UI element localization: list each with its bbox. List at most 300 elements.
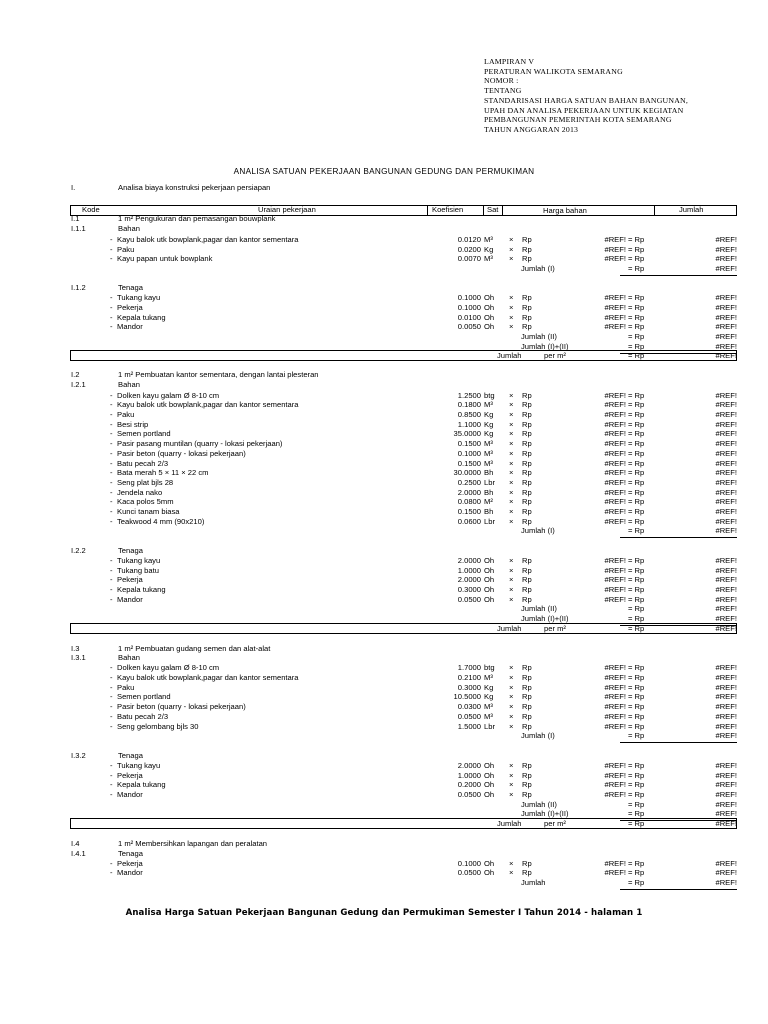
subtotal-value: #REF! bbox=[715, 731, 737, 740]
equals-rp-label: = Rp bbox=[628, 859, 645, 868]
amount-value: #REF! bbox=[715, 790, 737, 799]
group-label: Tenaga bbox=[118, 751, 143, 760]
item-description: Mandor bbox=[117, 595, 143, 604]
subtotal-rule bbox=[620, 275, 737, 276]
equals-rp-label: = Rp bbox=[628, 488, 645, 497]
bullet-dash: - bbox=[110, 859, 113, 868]
unit-value: Kg bbox=[484, 683, 494, 692]
multiply-sign: × bbox=[509, 780, 514, 789]
unit-value: M³ bbox=[484, 449, 493, 458]
amount-value: #REF! bbox=[715, 771, 737, 780]
equals-rp-label: = Rp bbox=[628, 235, 645, 244]
subtotal-label: Jumlah (I)+(II) bbox=[521, 342, 569, 351]
item-description: Mandor bbox=[117, 868, 143, 877]
bullet-dash: - bbox=[110, 254, 113, 263]
equals-rp-label: = Rp bbox=[628, 264, 645, 273]
currency-label: Rp bbox=[522, 673, 532, 682]
coefficient-value: 0.8500 bbox=[457, 410, 481, 419]
multiply-sign: × bbox=[509, 235, 514, 244]
equals-rp-label: = Rp bbox=[628, 878, 645, 887]
price-value: #REF! bbox=[604, 478, 626, 487]
subtotal-label: Jumlah (I)+(II) bbox=[521, 614, 569, 623]
unit-value: Oh bbox=[484, 868, 495, 877]
coefficient-value: 1.5000 bbox=[457, 722, 481, 731]
unit-value: Oh bbox=[484, 761, 495, 770]
price-value: #REF! bbox=[604, 429, 626, 438]
coefficient-value: 0.0300 bbox=[457, 702, 481, 711]
unit-value: M³ bbox=[484, 702, 493, 711]
amount-value: #REF! bbox=[715, 391, 737, 400]
currency-label: Rp bbox=[522, 566, 532, 575]
subtotal-value: #REF! bbox=[715, 809, 737, 818]
unit-value: Oh bbox=[484, 790, 495, 799]
subtotal-label: Jumlah (I) bbox=[521, 731, 555, 740]
multiply-sign: × bbox=[509, 683, 514, 692]
group-label: Bahan bbox=[118, 380, 140, 389]
multiply-sign: × bbox=[509, 761, 514, 770]
bullet-dash: - bbox=[110, 322, 113, 331]
item-title: 1 m² Pembuatan gudang semen dan alat-alat bbox=[118, 644, 271, 653]
currency-label: Rp bbox=[522, 303, 532, 312]
total-label: Jumlah bbox=[497, 624, 522, 633]
column-sat: Sat bbox=[487, 205, 499, 214]
bullet-dash: - bbox=[110, 449, 113, 458]
currency-label: Rp bbox=[522, 313, 532, 322]
currency-label: Rp bbox=[522, 420, 532, 429]
bullet-dash: - bbox=[110, 595, 113, 604]
subtotal-value: #REF! bbox=[715, 526, 737, 535]
equals-rp-label: = Rp bbox=[628, 790, 645, 799]
equals-rp-label: = Rp bbox=[628, 819, 645, 828]
equals-rp-label: = Rp bbox=[628, 517, 645, 526]
price-value: #REF! bbox=[604, 293, 626, 302]
currency-label: Rp bbox=[522, 429, 532, 438]
total-unit: per m² bbox=[544, 624, 566, 633]
price-value: #REF! bbox=[604, 683, 626, 692]
equals-rp-label: = Rp bbox=[628, 575, 645, 584]
currency-label: Rp bbox=[522, 790, 532, 799]
bullet-dash: - bbox=[110, 673, 113, 682]
equals-rp-label: = Rp bbox=[628, 556, 645, 565]
coefficient-value: 1.7000 bbox=[457, 663, 481, 672]
item-description: Pasir pasang muntilan (quarry - lokasi pekerjaan) bbox=[117, 439, 283, 448]
section-number: I. bbox=[71, 183, 76, 192]
item-description: Bata merah 5 × 11 × 22 cm bbox=[117, 468, 209, 477]
subitem-code: I.2.2 bbox=[71, 546, 86, 555]
equals-rp-label: = Rp bbox=[628, 800, 645, 809]
price-value: #REF! bbox=[604, 517, 626, 526]
multiply-sign: × bbox=[509, 449, 514, 458]
header-line: LAMPIRAN V bbox=[484, 57, 535, 66]
currency-label: Rp bbox=[522, 245, 532, 254]
bullet-dash: - bbox=[110, 780, 113, 789]
multiply-sign: × bbox=[509, 556, 514, 565]
item-description: Jendela nako bbox=[117, 488, 163, 497]
header-line: STANDARISASI HARGA SATUAN BAHAN BANGUNAN, bbox=[484, 95, 689, 105]
subtotal-label: Jumlah (I) bbox=[521, 264, 555, 273]
item-description: Kunci tanam biasa bbox=[117, 507, 180, 516]
subtotal-label: Jumlah (II) bbox=[521, 800, 557, 809]
multiply-sign: × bbox=[509, 400, 514, 409]
bullet-dash: - bbox=[110, 556, 113, 565]
item-description: Mandor bbox=[117, 322, 143, 331]
equals-rp-label: = Rp bbox=[628, 692, 645, 701]
subitem-code: I.3.1 bbox=[71, 653, 86, 662]
item-description: Dolken kayu galam Ø 8-10 cm bbox=[117, 663, 220, 672]
amount-value: #REF! bbox=[715, 429, 737, 438]
bullet-dash: - bbox=[110, 761, 113, 770]
amount-value: #REF! bbox=[715, 663, 737, 672]
coefficient-value: 0.3000 bbox=[457, 683, 481, 692]
item-description: Seng plat bjls 28 bbox=[117, 478, 174, 487]
unit-value: Oh bbox=[484, 293, 495, 302]
price-value: #REF! bbox=[604, 497, 626, 506]
subitem-code: I.2.1 bbox=[71, 380, 86, 389]
amount-value: #REF! bbox=[715, 400, 737, 409]
equals-rp-label: = Rp bbox=[628, 673, 645, 682]
coefficient-value: 0.2100 bbox=[457, 673, 481, 682]
currency-label: Rp bbox=[522, 439, 532, 448]
header-line: PERATURAN WALIKOTA SEMARANG bbox=[484, 66, 623, 76]
column-koefisien: Koefisien bbox=[432, 205, 464, 214]
multiply-sign: × bbox=[509, 478, 514, 487]
multiply-sign: × bbox=[509, 507, 514, 516]
item-description: Tukang kayu bbox=[117, 293, 161, 302]
bullet-dash: - bbox=[110, 439, 113, 448]
bullet-dash: - bbox=[110, 585, 113, 594]
item-description: Kepala tukang bbox=[117, 585, 166, 594]
equals-rp-label: = Rp bbox=[628, 595, 645, 604]
price-value: #REF! bbox=[604, 761, 626, 770]
coefficient-value: 0.0500 bbox=[457, 790, 481, 799]
bullet-dash: - bbox=[110, 702, 113, 711]
coefficient-value: 0.1500 bbox=[457, 459, 481, 468]
bullet-dash: - bbox=[110, 507, 113, 516]
coefficient-value: 0.0120 bbox=[457, 235, 481, 244]
subtotal-value: #REF! bbox=[715, 264, 737, 273]
item-description: Teakwood 4 mm (90x210) bbox=[117, 517, 205, 526]
item-code: I.4 bbox=[71, 839, 80, 848]
currency-label: Rp bbox=[522, 692, 532, 701]
coefficient-value: 0.1000 bbox=[457, 859, 481, 868]
unit-value: M³ bbox=[484, 439, 493, 448]
equals-rp-label: = Rp bbox=[628, 507, 645, 516]
item-description: Pekerja bbox=[117, 771, 143, 780]
multiply-sign: × bbox=[509, 712, 514, 721]
coefficient-value: 0.0500 bbox=[457, 712, 481, 721]
currency-label: Rp bbox=[522, 595, 532, 604]
coefficient-value: 35.0000 bbox=[453, 429, 481, 438]
equals-rp-label: = Rp bbox=[628, 702, 645, 711]
bullet-dash: - bbox=[110, 790, 113, 799]
currency-label: Rp bbox=[522, 459, 532, 468]
equals-rp-label: = Rp bbox=[628, 313, 645, 322]
multiply-sign: × bbox=[509, 692, 514, 701]
bullet-dash: - bbox=[110, 771, 113, 780]
unit-value: Oh bbox=[484, 595, 495, 604]
currency-label: Rp bbox=[522, 702, 532, 711]
currency-label: Rp bbox=[522, 293, 532, 302]
equals-rp-label: = Rp bbox=[628, 410, 645, 419]
unit-value: Lbr bbox=[484, 722, 495, 731]
coefficient-value: 1.1000 bbox=[457, 420, 481, 429]
currency-label: Rp bbox=[522, 712, 532, 721]
subitem-code: I.1.1 bbox=[71, 224, 86, 233]
unit-value: M³ bbox=[484, 254, 493, 263]
amount-value: #REF! bbox=[715, 780, 737, 789]
coefficient-value: 0.0500 bbox=[457, 595, 481, 604]
equals-rp-label: = Rp bbox=[628, 439, 645, 448]
amount-value: #REF! bbox=[715, 517, 737, 526]
bullet-dash: - bbox=[110, 566, 113, 575]
price-value: #REF! bbox=[604, 322, 626, 331]
equals-rp-label: = Rp bbox=[628, 663, 645, 672]
item-description: Kayu balok utk bowplank,pagar dan kantor sementara bbox=[117, 235, 299, 244]
equals-rp-label: = Rp bbox=[628, 400, 645, 409]
bullet-dash: - bbox=[110, 410, 113, 419]
price-value: #REF! bbox=[604, 859, 626, 868]
unit-value: Oh bbox=[484, 575, 495, 584]
bullet-dash: - bbox=[110, 712, 113, 721]
price-value: #REF! bbox=[604, 566, 626, 575]
group-label: Tenaga bbox=[118, 546, 143, 555]
unit-value: Oh bbox=[484, 322, 495, 331]
coefficient-value: 0.0050 bbox=[457, 322, 481, 331]
multiply-sign: × bbox=[509, 254, 514, 263]
subtotal-label: Jumlah (II) bbox=[521, 604, 557, 613]
amount-value: #REF! bbox=[715, 410, 737, 419]
equals-rp-label: = Rp bbox=[628, 497, 645, 506]
price-value: #REF! bbox=[604, 722, 626, 731]
multiply-sign: × bbox=[509, 771, 514, 780]
equals-rp-label: = Rp bbox=[628, 771, 645, 780]
unit-value: Oh bbox=[484, 585, 495, 594]
equals-rp-label: = Rp bbox=[628, 731, 645, 740]
item-description: Batu pecah 2/3 bbox=[117, 712, 169, 721]
total-value: #REF! bbox=[715, 624, 737, 633]
amount-value: #REF! bbox=[715, 595, 737, 604]
equals-rp-label: = Rp bbox=[628, 429, 645, 438]
amount-value: #REF! bbox=[715, 566, 737, 575]
price-value: #REF! bbox=[604, 585, 626, 594]
total-value: #REF! bbox=[715, 819, 737, 828]
coefficient-value: 0.2000 bbox=[457, 780, 481, 789]
item-description: Pekerja bbox=[117, 859, 143, 868]
price-value: #REF! bbox=[604, 468, 626, 477]
bullet-dash: - bbox=[110, 468, 113, 477]
coefficient-value: 0.3000 bbox=[457, 585, 481, 594]
price-value: #REF! bbox=[604, 780, 626, 789]
multiply-sign: × bbox=[509, 868, 514, 877]
amount-value: #REF! bbox=[715, 313, 737, 322]
item-description: Pasir beton (quarry - lokasi pekerjaan) bbox=[117, 702, 246, 711]
price-value: #REF! bbox=[604, 790, 626, 799]
unit-value: Kg bbox=[484, 245, 494, 254]
equals-rp-label: = Rp bbox=[628, 459, 645, 468]
price-value: #REF! bbox=[604, 400, 626, 409]
subtotal-value: #REF! bbox=[715, 604, 737, 613]
equals-rp-label: = Rp bbox=[628, 303, 645, 312]
item-title: 1 m² Pengukuran dan pemasangan bouwplank bbox=[118, 214, 276, 223]
page-footer: Analisa Harga Satuan Pekerjaan Bangunan Gedung dan Permukiman Semester I Tahun 2014 - halaman 1 bbox=[125, 908, 643, 918]
subitem-code: I.1.2 bbox=[71, 283, 86, 292]
unit-value: M³ bbox=[484, 459, 493, 468]
coefficient-value: 1.0000 bbox=[457, 771, 481, 780]
subtotal-value: #REF! bbox=[715, 332, 737, 341]
bullet-dash: - bbox=[110, 683, 113, 692]
coefficient-value: 0.1800 bbox=[457, 400, 481, 409]
equals-rp-label: = Rp bbox=[628, 342, 645, 351]
multiply-sign: × bbox=[509, 293, 514, 302]
subtotal-rule bbox=[620, 742, 737, 743]
item-title: 1 m² Pembuatan kantor sementara, dengan lantai plesteran bbox=[118, 370, 319, 379]
amount-value: #REF! bbox=[715, 859, 737, 868]
amount-value: #REF! bbox=[715, 322, 737, 331]
unit-value: M² bbox=[484, 497, 493, 506]
multiply-sign: × bbox=[509, 468, 514, 477]
column-uraian: Uraian pekerjaan bbox=[258, 205, 316, 214]
price-value: #REF! bbox=[604, 712, 626, 721]
currency-label: Rp bbox=[522, 663, 532, 672]
currency-label: Rp bbox=[522, 517, 532, 526]
multiply-sign: × bbox=[509, 585, 514, 594]
price-value: #REF! bbox=[604, 449, 626, 458]
multiply-sign: × bbox=[509, 420, 514, 429]
currency-label: Rp bbox=[522, 391, 532, 400]
unit-value: Lbr bbox=[484, 517, 495, 526]
amount-value: #REF! bbox=[715, 303, 737, 312]
equals-rp-label: = Rp bbox=[628, 254, 645, 263]
amount-value: #REF! bbox=[715, 254, 737, 263]
unit-value: btg bbox=[484, 391, 495, 400]
currency-label: Rp bbox=[522, 478, 532, 487]
item-description: Pekerja bbox=[117, 303, 143, 312]
price-value: #REF! bbox=[604, 771, 626, 780]
unit-value: Bh bbox=[484, 468, 494, 477]
price-value: #REF! bbox=[604, 702, 626, 711]
amount-value: #REF! bbox=[715, 449, 737, 458]
item-description: Semen portland bbox=[117, 692, 171, 701]
currency-label: Rp bbox=[522, 585, 532, 594]
equals-rp-label: = Rp bbox=[628, 351, 645, 360]
equals-rp-label: = Rp bbox=[628, 809, 645, 818]
coefficient-value: 0.0200 bbox=[457, 245, 481, 254]
subtotal-label: Jumlah (I) bbox=[521, 526, 555, 535]
item-description: Pekerja bbox=[117, 575, 143, 584]
total-value: #REF! bbox=[715, 351, 737, 360]
equals-rp-label: = Rp bbox=[628, 420, 645, 429]
currency-label: Rp bbox=[522, 322, 532, 331]
header-line: TENTANG bbox=[484, 86, 522, 96]
item-description: Tukang kayu bbox=[117, 761, 161, 770]
item-code: I.3 bbox=[71, 644, 80, 653]
price-value: #REF! bbox=[604, 235, 626, 244]
item-description: Paku bbox=[117, 410, 135, 419]
subtotal-label: Jumlah (II) bbox=[521, 332, 557, 341]
equals-rp-label: = Rp bbox=[628, 683, 645, 692]
equals-rp-label: = Rp bbox=[628, 624, 645, 633]
document-title: ANALISA SATUAN PEKERJAAN BANGUNAN GEDUNG DAN PERMUKIMAN bbox=[233, 167, 535, 176]
unit-value: Lbr bbox=[484, 478, 495, 487]
price-value: #REF! bbox=[604, 313, 626, 322]
bullet-dash: - bbox=[110, 293, 113, 302]
amount-value: #REF! bbox=[715, 761, 737, 770]
bullet-dash: - bbox=[110, 722, 113, 731]
equals-rp-label: = Rp bbox=[628, 780, 645, 789]
equals-rp-label: = Rp bbox=[628, 585, 645, 594]
amount-value: #REF! bbox=[715, 575, 737, 584]
total-label: Jumlah bbox=[497, 819, 522, 828]
group-label: Bahan bbox=[118, 224, 140, 233]
unit-value: Oh bbox=[484, 780, 495, 789]
price-value: #REF! bbox=[604, 254, 626, 263]
unit-value: M³ bbox=[484, 400, 493, 409]
total-unit: per m² bbox=[544, 351, 566, 360]
price-value: #REF! bbox=[604, 673, 626, 682]
item-description: Semen portland bbox=[117, 429, 171, 438]
subitem-code: I.3.2 bbox=[71, 751, 86, 760]
bullet-dash: - bbox=[110, 497, 113, 506]
equals-rp-label: = Rp bbox=[628, 566, 645, 575]
item-description: Besi strip bbox=[117, 420, 149, 429]
item-description: Kayu balok utk bowplank,pagar dan kantor sementara bbox=[117, 400, 299, 409]
price-value: #REF! bbox=[604, 391, 626, 400]
item-description: Kepala tukang bbox=[117, 780, 166, 789]
unit-value: btg bbox=[484, 663, 495, 672]
equals-rp-label: = Rp bbox=[628, 712, 645, 721]
subtotal-value: #REF! bbox=[715, 800, 737, 809]
coefficient-value: 1.0000 bbox=[457, 566, 481, 575]
equals-rp-label: = Rp bbox=[628, 604, 645, 613]
total-label: Jumlah bbox=[497, 351, 522, 360]
currency-label: Rp bbox=[522, 761, 532, 770]
currency-label: Rp bbox=[522, 859, 532, 868]
multiply-sign: × bbox=[509, 459, 514, 468]
multiply-sign: × bbox=[509, 429, 514, 438]
amount-value: #REF! bbox=[715, 702, 737, 711]
currency-label: Rp bbox=[522, 780, 532, 789]
coefficient-value: 1.2500 bbox=[457, 391, 481, 400]
item-description: Tukang batu bbox=[117, 566, 159, 575]
section-title: Analisa biaya konstruksi pekerjaan persiapan bbox=[118, 183, 271, 192]
bullet-dash: - bbox=[110, 868, 113, 877]
multiply-sign: × bbox=[509, 517, 514, 526]
amount-value: #REF! bbox=[715, 585, 737, 594]
equals-rp-label: = Rp bbox=[628, 761, 645, 770]
coefficient-value: 0.0070 bbox=[457, 254, 481, 263]
item-description: Pasir beton (quarry - lokasi pekerjaan) bbox=[117, 449, 246, 458]
currency-label: Rp bbox=[522, 497, 532, 506]
bullet-dash: - bbox=[110, 692, 113, 701]
bullet-dash: - bbox=[110, 429, 113, 438]
coefficient-value: 30.0000 bbox=[453, 468, 481, 477]
bullet-dash: - bbox=[110, 235, 113, 244]
amount-value: #REF! bbox=[715, 439, 737, 448]
equals-rp-label: = Rp bbox=[628, 391, 645, 400]
item-description: Mandor bbox=[117, 790, 143, 799]
amount-value: #REF! bbox=[715, 692, 737, 701]
amount-value: #REF! bbox=[715, 293, 737, 302]
bullet-dash: - bbox=[110, 400, 113, 409]
currency-label: Rp bbox=[522, 575, 532, 584]
amount-value: #REF! bbox=[715, 556, 737, 565]
unit-value: Oh bbox=[484, 566, 495, 575]
column-jumlah: Jumlah bbox=[679, 205, 704, 214]
subtotal-value: #REF! bbox=[715, 342, 737, 351]
item-description: Dolken kayu galam Ø 8-10 cm bbox=[117, 391, 220, 400]
unit-value: Oh bbox=[484, 303, 495, 312]
price-value: #REF! bbox=[604, 303, 626, 312]
